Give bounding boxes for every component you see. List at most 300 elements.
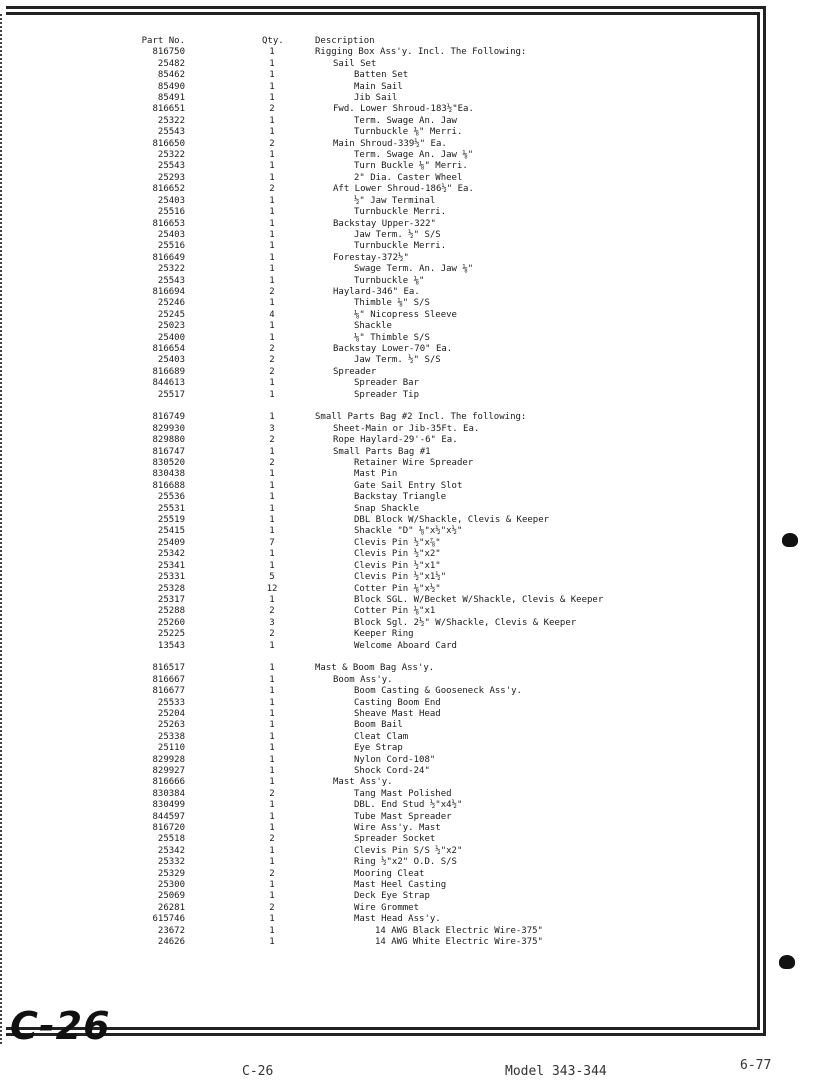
description: Gate Sail Entry Slot (354, 480, 463, 491)
description: Eye Strap (354, 743, 403, 754)
quantity: 1 (269, 252, 275, 263)
description: Boom Bail (354, 720, 403, 731)
quantity: 2 (269, 435, 275, 446)
part-number: 844613 (152, 378, 185, 389)
table-row (0, 492, 760, 503)
quantity: 1 (269, 823, 275, 834)
description: ½" Jaw Terminal (354, 195, 436, 206)
description: ⅛" Thimble S/S (354, 332, 430, 343)
table-row (0, 82, 760, 93)
part-number: 829880 (152, 435, 185, 446)
description: Turnbuckle Merri. (354, 241, 447, 252)
description: Backstay Upper-322" (333, 218, 436, 229)
quantity: 1 (269, 195, 275, 206)
quantity: 1 (269, 389, 275, 400)
table-row (0, 743, 760, 754)
column-header-row (0, 36, 760, 47)
part-number: 25328 (157, 583, 185, 594)
part-number: 816689 (152, 366, 185, 377)
quantity: 1 (269, 549, 275, 560)
quantity: 1 (269, 777, 275, 788)
description: Spreader Bar (354, 378, 420, 389)
part-number: 25543 (157, 127, 185, 138)
footer-page-number: 6-77 (740, 1058, 772, 1073)
part-number: 816750 (152, 47, 185, 58)
part-number: 830384 (152, 788, 185, 799)
description: Clevis Pin S/S ½"x2" (354, 845, 463, 856)
description: Rigging Box Ass'y. Incl. The Following: (315, 47, 527, 58)
description: Clevis Pin ½"x1½" (354, 572, 447, 583)
quantity: 1 (269, 697, 275, 708)
table-row (0, 834, 760, 845)
quantity: 2 (269, 629, 275, 640)
description: Mast & Boom Bag Ass'y. (315, 663, 435, 674)
part-number: 25531 (157, 503, 185, 514)
part-number: 25322 (157, 115, 185, 126)
description: Jaw Term. ½" S/S (354, 229, 441, 240)
quantity: 1 (269, 298, 275, 309)
table-row (0, 561, 760, 572)
table-row (0, 846, 760, 857)
table-row (0, 367, 760, 378)
description: DBL. End Stud ½"x4½" (354, 800, 463, 811)
part-number: 816649 (152, 252, 185, 263)
table-row (0, 150, 760, 161)
table-row (0, 709, 760, 720)
description: Spreader (333, 366, 377, 377)
description: Small Parts Bag #1 (333, 446, 431, 457)
table-row (0, 447, 760, 458)
table-row (0, 264, 760, 275)
part-number: 25400 (157, 332, 185, 343)
description: Fwd. Lower Shroud-183½"Ea. (333, 104, 474, 115)
part-number: 816650 (152, 138, 185, 149)
table-row (0, 344, 760, 355)
description: Tube Mast Spreader (354, 811, 452, 822)
quantity: 1 (269, 321, 275, 332)
table-row (0, 70, 760, 81)
quantity: 1 (269, 880, 275, 891)
part-number: 25415 (157, 526, 185, 537)
table-row (0, 549, 760, 560)
quantity: 1 (269, 640, 275, 651)
quantity: 1 (269, 218, 275, 229)
table-row (0, 641, 760, 652)
description: Rope Haylard-29'-6" Ea. (333, 435, 458, 446)
description: Term. Swage An. Jaw ⅛" (354, 150, 474, 161)
part-number: 829928 (152, 754, 185, 765)
description: Batten Set (354, 70, 409, 81)
quantity: 1 (269, 766, 275, 776)
part-number: 615746 (152, 914, 185, 925)
part-number: 816749 (152, 412, 185, 423)
part-number: 25329 (157, 868, 185, 879)
table-row (0, 47, 760, 58)
quantity: 4 (269, 309, 275, 320)
description: Sheave Mast Head (354, 708, 441, 719)
part-number: 25204 (157, 708, 185, 719)
quantity: 2 (269, 343, 275, 354)
quantity: 1 (269, 800, 275, 811)
table-row (0, 880, 760, 891)
part-number: 830499 (152, 800, 185, 811)
description: Turn Buckle ⅛" Merri. (354, 161, 468, 172)
quantity: 1 (269, 264, 275, 275)
description: Ring ½"x2" O.D. S/S (354, 857, 457, 868)
table-row (0, 355, 760, 366)
part-number: 816654 (152, 343, 185, 354)
quantity: 1 (269, 469, 275, 480)
part-number: 829930 (152, 423, 185, 434)
description: Casting Boom End (354, 697, 441, 708)
scan-blot (779, 955, 795, 969)
description: Mast Pin (354, 469, 398, 480)
quantity: 1 (269, 937, 275, 948)
description: Backstay Lower-70" Ea. (333, 343, 453, 354)
description: Cleat Clam (354, 731, 409, 742)
description: Tang Mast Polished (354, 788, 452, 799)
part-number: 25263 (157, 720, 185, 731)
part-number: 24626 (157, 937, 185, 948)
table-row (0, 59, 760, 70)
header-qty: Qty. (262, 36, 284, 46)
description: Term. Swage An. Jaw (354, 115, 457, 126)
description: Clevis Pin ½"x2" (354, 549, 441, 560)
quantity: 3 (269, 617, 275, 628)
quantity: 7 (269, 537, 275, 548)
part-number: 829927 (152, 766, 185, 776)
part-number: 816653 (152, 218, 185, 229)
quantity: 5 (269, 572, 275, 583)
description: Clevis Pin ½"x1" (354, 560, 441, 571)
table-row (0, 812, 760, 823)
part-number: 25331 (157, 572, 185, 583)
quantity: 1 (269, 172, 275, 183)
quantity: 1 (269, 378, 275, 389)
part-number: 816677 (152, 686, 185, 697)
quantity: 1 (269, 811, 275, 822)
description: DBL Block W/Shackle, Clevis & Keeper (354, 515, 550, 526)
table-row (0, 857, 760, 868)
quantity: 12 (266, 583, 278, 594)
part-number: 23672 (157, 925, 185, 936)
description: 14 AWG White Electric Wire-375" (375, 937, 543, 948)
description: Block SGL. W/Becket W/Shackle, Clevis & Keeper (354, 594, 604, 605)
description: Small Parts Bag #2 Incl. The following: (315, 412, 527, 423)
table-row (0, 663, 760, 674)
quantity: 3 (269, 423, 275, 434)
table-row (0, 196, 760, 207)
table-row (0, 755, 760, 766)
quantity: 1 (269, 207, 275, 218)
quantity: 1 (269, 914, 275, 925)
part-number: 25225 (157, 629, 185, 640)
quantity: 1 (269, 731, 275, 742)
table-row (0, 926, 760, 937)
header-description: Description (315, 36, 375, 46)
table-row (0, 869, 760, 880)
description: Shock Cord-24" (354, 766, 430, 776)
quantity: 2 (269, 902, 275, 913)
quantity: 1 (269, 58, 275, 69)
page-code-stamp: C-26 (10, 1004, 111, 1048)
description: Welcome Aboard Card (354, 640, 457, 651)
footer-left: C-26 (242, 1064, 274, 1079)
part-number: 25332 (157, 857, 185, 868)
quantity: 2 (269, 834, 275, 845)
part-number: 13543 (157, 640, 185, 651)
quantity: 1 (269, 93, 275, 104)
part-number: 816747 (152, 446, 185, 457)
quantity: 1 (269, 754, 275, 765)
quantity: 1 (269, 743, 275, 754)
table-row (0, 789, 760, 800)
table-row (0, 504, 760, 515)
quantity: 1 (269, 845, 275, 856)
table-row (0, 424, 760, 435)
table-row (0, 481, 760, 492)
part-number: 25403 (157, 355, 185, 366)
description: Mast Heel Casting (354, 880, 447, 891)
table-row (0, 766, 760, 777)
description: Cotter Pin ⅛"x½" (354, 583, 441, 594)
table-row (0, 720, 760, 731)
table-row (0, 777, 760, 788)
table-row (0, 891, 760, 902)
description: 14 AWG Black Electric Wire-375" (375, 925, 543, 936)
part-number: 816652 (152, 184, 185, 195)
part-number: 25322 (157, 150, 185, 161)
part-number: 25482 (157, 58, 185, 69)
quantity: 2 (269, 104, 275, 115)
table-row (0, 606, 760, 617)
description: Boom Casting & Gooseneck Ass'y. (354, 686, 522, 697)
part-number: 25245 (157, 309, 185, 320)
description: Mooring Cleat (354, 868, 425, 879)
table-row (0, 390, 760, 401)
table-row (0, 333, 760, 344)
description: Backstay Triangle (354, 492, 447, 503)
part-number: 25342 (157, 549, 185, 560)
part-number: 25543 (157, 161, 185, 172)
table-row (0, 378, 760, 389)
quantity: 2 (269, 355, 275, 366)
description: Wire Grommet (354, 902, 420, 913)
description: Mast Ass'y. (333, 777, 393, 788)
description: Mast Head Ass'y. (354, 914, 441, 925)
table-row (0, 298, 760, 309)
table-row (0, 219, 760, 230)
part-number: 816651 (152, 104, 185, 115)
description: Shackle "D" ⅛"x½"x½" (354, 526, 463, 537)
description: Clevis Pin ½"x⅞" (354, 537, 441, 548)
description: Jaw Term. ½" S/S (354, 355, 441, 366)
part-number: 85462 (157, 70, 185, 81)
part-number: 25409 (157, 537, 185, 548)
part-number: 25403 (157, 229, 185, 240)
description: Nylon Cord-108" (354, 754, 436, 765)
part-number: 25536 (157, 492, 185, 503)
quantity: 2 (269, 788, 275, 799)
part-number: 85491 (157, 93, 185, 104)
scan-blot (782, 533, 798, 547)
table-row (0, 618, 760, 629)
quantity: 1 (269, 594, 275, 605)
quantity: 1 (269, 241, 275, 252)
quantity: 1 (269, 674, 275, 685)
table-row (0, 903, 760, 914)
quantity: 1 (269, 127, 275, 138)
description: 2" Dia. Caster Wheel (354, 172, 463, 183)
table-row (0, 458, 760, 469)
quantity: 1 (269, 663, 275, 674)
description: Keeper Ring (354, 629, 414, 640)
table-row (0, 515, 760, 526)
description: Spreader Tip (354, 389, 420, 400)
table-row (0, 184, 760, 195)
description: Forestay-372½" (333, 252, 409, 263)
quantity: 2 (269, 138, 275, 149)
description: Jib Sail (354, 93, 398, 104)
part-number: 25293 (157, 172, 185, 183)
description: Snap Shackle (354, 503, 420, 514)
quantity: 1 (269, 515, 275, 526)
part-number: 816694 (152, 286, 185, 297)
quantity: 1 (269, 332, 275, 343)
quantity: 2 (269, 868, 275, 879)
part-number: 25260 (157, 617, 185, 628)
part-number: 25317 (157, 594, 185, 605)
description: Deck Eye Strap (354, 891, 430, 902)
part-number: 816688 (152, 480, 185, 491)
parts-list (0, 36, 760, 949)
table-row (0, 139, 760, 150)
part-number: 830438 (152, 469, 185, 480)
description: Block Sgl. 2½" W/Shackle, Clevis & Keeper (354, 617, 577, 628)
quantity: 1 (269, 686, 275, 697)
table-row (0, 230, 760, 241)
part-number: 26281 (157, 902, 185, 913)
header-part-no: Part No. (141, 36, 185, 46)
table-row (0, 914, 760, 925)
quantity: 1 (269, 526, 275, 537)
description: Turnbuckle ⅛" Merri. (354, 127, 463, 138)
description: Haylard-346" Ea. (333, 286, 420, 297)
table-row (0, 276, 760, 287)
quantity: 1 (269, 560, 275, 571)
part-number: 25300 (157, 880, 185, 891)
table-row (0, 287, 760, 298)
quantity: 1 (269, 857, 275, 868)
table-row (0, 207, 760, 218)
description: Aft Lower Shroud-186½" Ea. (333, 184, 474, 195)
table-row (0, 321, 760, 332)
part-number: 25517 (157, 389, 185, 400)
table-row (0, 538, 760, 549)
description: Cotter Pin ⅛"x1 (354, 606, 436, 617)
quantity: 1 (269, 492, 275, 503)
table-row (0, 526, 760, 537)
part-number: 25403 (157, 195, 185, 206)
part-number: 25516 (157, 207, 185, 218)
table-row (0, 686, 760, 697)
table-row (0, 161, 760, 172)
table-row (0, 675, 760, 686)
table-row (0, 241, 760, 252)
quantity: 1 (269, 150, 275, 161)
quantity: 2 (269, 286, 275, 297)
quantity: 1 (269, 161, 275, 172)
part-number: 816720 (152, 823, 185, 834)
quantity: 1 (269, 891, 275, 902)
quantity: 1 (269, 412, 275, 423)
part-number: 816667 (152, 674, 185, 685)
table-row (0, 104, 760, 115)
table-row (0, 435, 760, 446)
description: Main Sail (354, 81, 403, 92)
description: Thimble ⅛" S/S (354, 298, 430, 309)
footer-model: Model 343-344 (505, 1064, 607, 1079)
quantity: 1 (269, 229, 275, 240)
quantity: 1 (269, 708, 275, 719)
table-row (0, 310, 760, 321)
part-number: 25110 (157, 743, 185, 754)
description: Swage Term. An. Jaw ⅛" (354, 264, 474, 275)
table-row (0, 572, 760, 583)
table-row (0, 584, 760, 595)
part-number: 25338 (157, 731, 185, 742)
table-row (0, 595, 760, 606)
quantity: 2 (269, 606, 275, 617)
quantity: 1 (269, 925, 275, 936)
table-row (0, 629, 760, 640)
quantity: 1 (269, 70, 275, 81)
part-number: 816666 (152, 777, 185, 788)
part-number: 25516 (157, 241, 185, 252)
part-number: 830520 (152, 458, 185, 469)
part-number: 25246 (157, 298, 185, 309)
quantity: 1 (269, 115, 275, 126)
table-row (0, 698, 760, 709)
table-row (0, 412, 760, 423)
part-number: 25518 (157, 834, 185, 845)
part-number: 25543 (157, 275, 185, 286)
description: Turnbuckle ⅛" (354, 275, 425, 286)
table-row (0, 652, 760, 663)
table-row (0, 732, 760, 743)
description: Main Shroud-339½" Ea. (333, 138, 447, 149)
quantity: 1 (269, 503, 275, 514)
part-number: 85490 (157, 81, 185, 92)
part-number: 25519 (157, 515, 185, 526)
quantity: 1 (269, 275, 275, 286)
table-row (0, 173, 760, 184)
table-row (0, 401, 760, 412)
parts-rows (0, 47, 760, 948)
part-number: 25069 (157, 891, 185, 902)
part-number: 25288 (157, 606, 185, 617)
table-row (0, 937, 760, 948)
table-row (0, 469, 760, 480)
part-number: 25322 (157, 264, 185, 275)
table-row (0, 253, 760, 264)
part-number: 25533 (157, 697, 185, 708)
table-row (0, 823, 760, 834)
quantity: 1 (269, 720, 275, 731)
description: Shackle (354, 321, 392, 332)
quantity: 2 (269, 458, 275, 469)
description: Spreader Socket (354, 834, 436, 845)
